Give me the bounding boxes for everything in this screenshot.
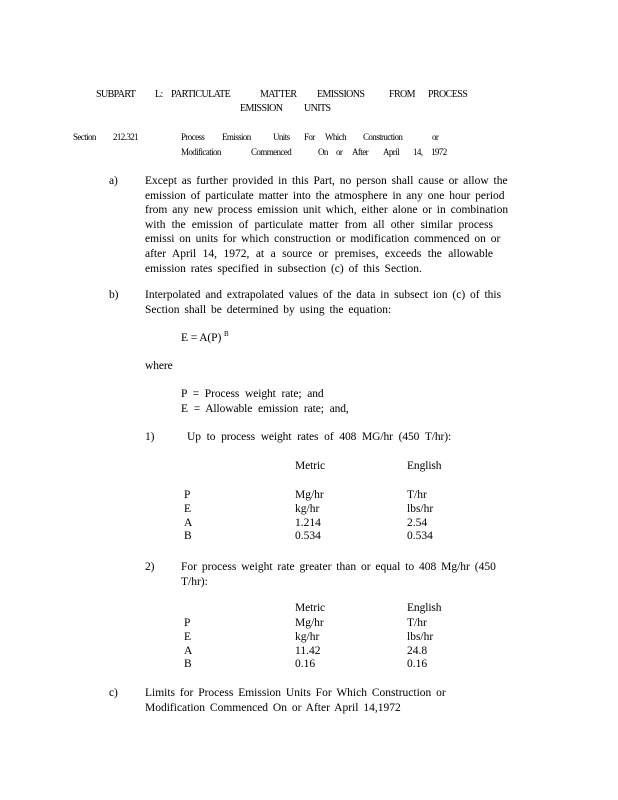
paragraph-a-line: Except as further provided in this Part, no person shall cause or allow the: [145, 175, 508, 187]
column-metric-2: Metric: [295, 602, 326, 614]
metric-cell: 0.16: [295, 658, 316, 671]
item-2-text: [181, 560, 496, 589]
section-title-word: Which: [325, 132, 346, 142]
item-2-marker: 2): [145, 561, 155, 573]
paragraph-a: [145, 174, 509, 276]
equation: [181, 330, 229, 345]
section-title-word: On: [318, 147, 328, 157]
subpart-title-word: EMISSION: [240, 103, 283, 114]
paragraph-c: [145, 686, 446, 715]
section-title-word: Modification: [181, 147, 221, 157]
section-number: 212.321: [113, 132, 139, 142]
item-2-line: T/hr):: [181, 575, 208, 588]
symbol-cell: A: [184, 644, 193, 657]
item-2-line: For process weight rate greater than or equal to 408 Mg/hr (450: [181, 561, 496, 573]
symbol-cell: B: [184, 530, 192, 543]
metric-cell: 1.214: [295, 516, 321, 529]
paragraph-b: [145, 288, 502, 317]
paragraph-b-line: Interpolated and extrapolated values of the data in subsect ion (c) of this: [145, 289, 502, 301]
section-title-word: or: [432, 132, 439, 142]
english-cell: 24.8: [407, 644, 428, 657]
column-metric-1: Metric: [295, 460, 326, 472]
item-1-marker: 1): [145, 431, 155, 443]
column-english-2: English: [407, 602, 442, 614]
section-title-word: For: [304, 132, 315, 142]
subpart-title-word: MATTER: [260, 89, 297, 100]
paragraph-b-marker: b): [109, 289, 119, 301]
section-title-word: or: [336, 147, 343, 157]
english-cell: 0.534: [407, 530, 433, 543]
english-cell: 0.16: [407, 658, 428, 671]
symbol-cell: P: [184, 617, 191, 629]
symbol-cell: E: [184, 630, 192, 643]
subpart-title-word: UNITS: [304, 103, 331, 114]
where-label: where: [145, 360, 173, 372]
section-label: Section: [73, 132, 96, 142]
paragraph-a-line: emission of particulate matter into the atmosphere in any one hour period: [145, 189, 505, 202]
paragraph-a-line: emission rates specified in subsection (c) of this Section.: [145, 262, 422, 275]
subpart-title-word: PARTICULATE: [171, 89, 231, 100]
english-cell: lbs/hr: [407, 502, 434, 515]
metric-cell: Mg/hr: [295, 489, 324, 501]
paragraph-b-line: Section shall be determined by using the equation:: [145, 303, 392, 316]
equation-exponent: B: [223, 330, 229, 339]
english-cell: 2.54: [407, 516, 428, 529]
metric-cell: kg/hr: [295, 502, 320, 515]
metric-cell: kg/hr: [295, 630, 320, 643]
metric-cell: Mg/hr: [295, 617, 324, 629]
section-title-word: Process: [181, 132, 205, 142]
symbol-cell: A: [184, 516, 193, 529]
paragraph-a-line: after April 14, 1972, at a source or premises, exceeds the allowable: [145, 247, 493, 260]
paragraph-a-marker: a): [109, 175, 118, 187]
symbol-cell: P: [184, 489, 191, 501]
paragraph-a-line: with the emission of particulate matter from all other similar process: [145, 218, 493, 231]
definition-p: P = Process weight rate; and: [181, 388, 324, 400]
paragraph-c-marker: c): [109, 687, 118, 699]
subpart-title-word: FROM: [389, 89, 415, 100]
subpart-label: SUBPART: [96, 89, 136, 100]
subpart-title-word: PROCESS: [428, 89, 468, 100]
item-1-text: Up to process weight rates of 408 MG/hr (450 T/hr):: [187, 431, 452, 443]
symbol-cell: B: [184, 658, 192, 671]
section-title-word: Units: [273, 132, 290, 142]
english-cell: T/hr: [407, 489, 427, 501]
section-title-word: After: [352, 147, 368, 157]
equation-text: E = A(P): [181, 332, 222, 344]
column-english-1: English: [407, 460, 442, 472]
paragraph-a-line: emissi on units for which construction or modification commenced on or: [145, 233, 501, 246]
english-cell: lbs/hr: [407, 630, 434, 643]
subpart-letter: L:: [155, 89, 163, 100]
section-title-word: Emission: [222, 132, 251, 142]
section-title-word: Commenced: [251, 147, 292, 157]
definition-e: E = Allowable emission rate; and,: [181, 403, 349, 415]
symbol-cell: E: [184, 502, 192, 515]
metric-cell: 11.42: [295, 644, 321, 657]
paragraph-c-line: Limits for Process Emission Units For Which Construction or: [145, 687, 446, 699]
subpart-title-word: EMISSIONS: [317, 89, 365, 100]
section-title-word: April: [383, 147, 399, 157]
paragraph-c-line: Modification Commenced On or After April 14,1972: [145, 701, 401, 714]
section-title-word: 1972: [431, 147, 447, 157]
section-title-word: 14,: [413, 147, 423, 157]
english-cell: T/hr: [407, 617, 427, 629]
metric-cell: 0.534: [295, 530, 321, 543]
section-title-word: Construction: [363, 132, 403, 142]
paragraph-a-line: from any new process emission unit which, either alone or in combination: [145, 204, 509, 217]
